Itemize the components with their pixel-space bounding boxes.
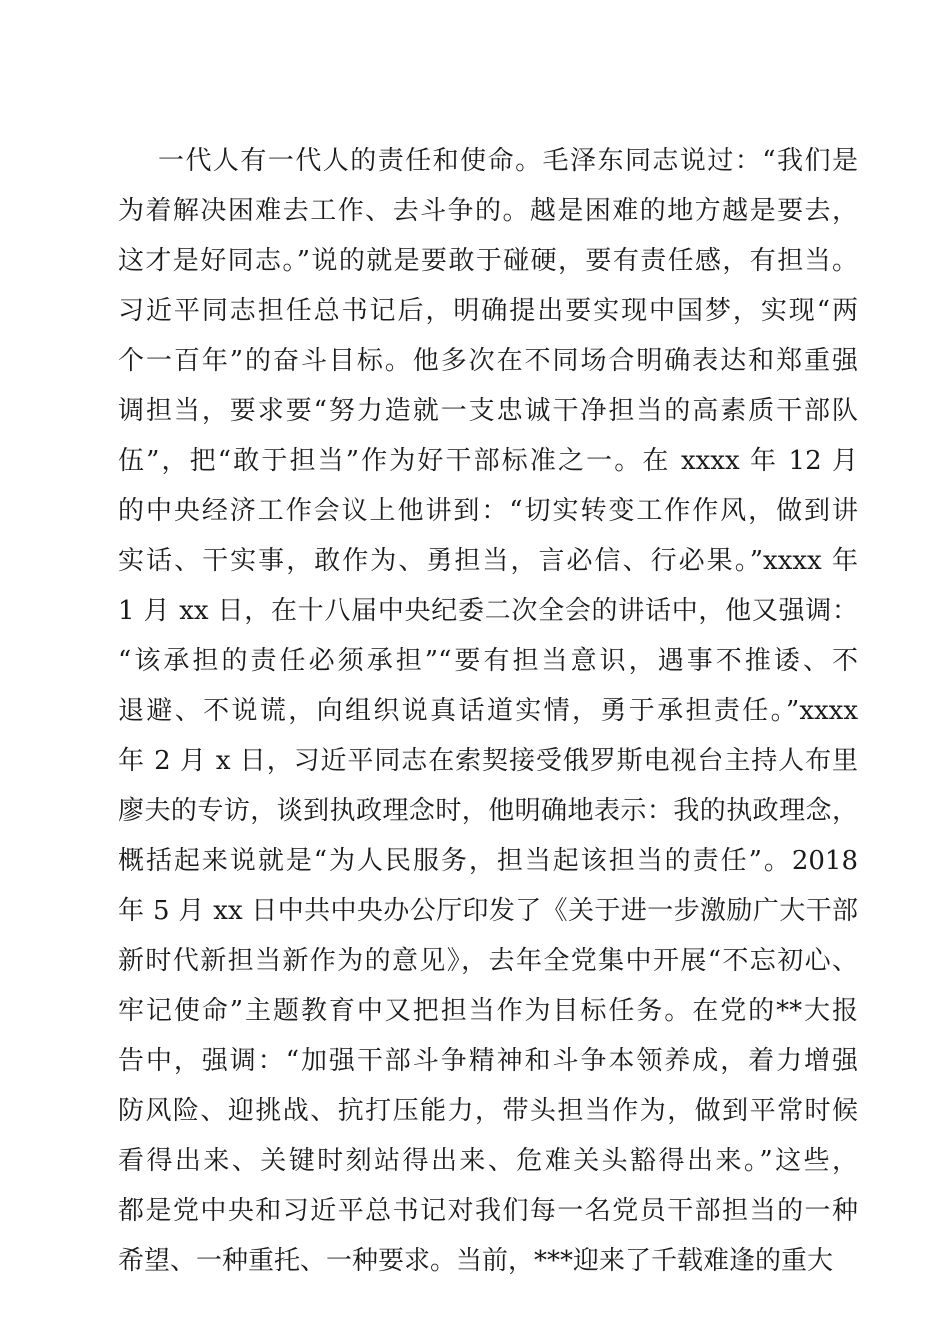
paragraph-line: 1 月 xx 日，在十八届中央纪委二次全会的讲话中，他又强调： (118, 596, 858, 626)
paragraph-line: 习近平同志担任总书记后，明确提出要实现中国梦，实现“两 (118, 296, 858, 326)
body-paragraph (118, 136, 858, 1286)
paragraph-line: 伍”，把“敢于担当”作为好干部标准之一。在 xxxx 年 12 月 (118, 446, 858, 476)
paragraph-line: “该承担的责任必须承担”“要有担当意识，遇事不推诿、不 (118, 646, 858, 676)
paragraph-line: 防风险、迎挑战、抗打压能力，带头担当作为，做到平常时候 (118, 1096, 858, 1126)
paragraph-line: 年 2 月 x 日，习近平同志在索契接受俄罗斯电视台主持人布里 (118, 746, 858, 776)
paragraph-line: 这才是好同志。”说的就是要敢于碰硬，要有责任感，有担当。 (118, 246, 858, 276)
paragraph-line: 新时代新担当新作为的意见》，去年全党集中开展“不忘初心、 (118, 946, 858, 976)
paragraph-line: 概括起来说就是“为人民服务，担当起该担当的责任”。2018 (118, 846, 858, 876)
paragraph-line: 退避、不说谎，向组织说真话道实情，勇于承担责任。”xxxx (118, 696, 858, 726)
paragraph-line: 实话、干实事，敢作为、勇担当，言必信、行必果。”xxxx 年 (118, 546, 858, 576)
paragraph-line: 希望、一种重托、一种要求。当前，***迎来了千载难逢的重大 (118, 1246, 834, 1276)
paragraph-line: 为着解决困难去工作、去斗争的。越是困难的地方越是要去， (118, 196, 858, 226)
paragraph-line: 一代人有一代人的责任和使命。毛泽东同志说过：“我们是 (158, 146, 858, 176)
paragraph-line: 廖夫的专访，谈到执政理念时，他明确地表示：我的执政理念， (118, 796, 858, 826)
paragraph-line: 看得出来、关键时刻站得出来、危难关头豁得出来。”这些， (118, 1146, 858, 1176)
paragraph-line: 年 5 月 xx 日中共中央办公厅印发了《关于进一步激励广大干部 (118, 896, 858, 926)
paragraph-line: 调担当，要求要“努力造就一支忠诚干净担当的高素质干部队 (118, 396, 858, 426)
paragraph-line: 的中央经济工作会议上他讲到：“切实转变工作作风，做到讲 (118, 496, 858, 526)
paragraph-line: 都是党中央和习近平总书记对我们每一名党员干部担当的一种 (118, 1196, 858, 1226)
paragraph-line: 牢记使命”主题教育中又把担当作为目标任务。在党的**大报 (118, 996, 858, 1026)
paragraph-line: 告中，强调：“加强干部斗争精神和斗争本领养成，着力增强 (118, 1046, 858, 1076)
paragraph-line: 个一百年”的奋斗目标。他多次在不同场合明确表达和郑重强 (118, 346, 858, 376)
